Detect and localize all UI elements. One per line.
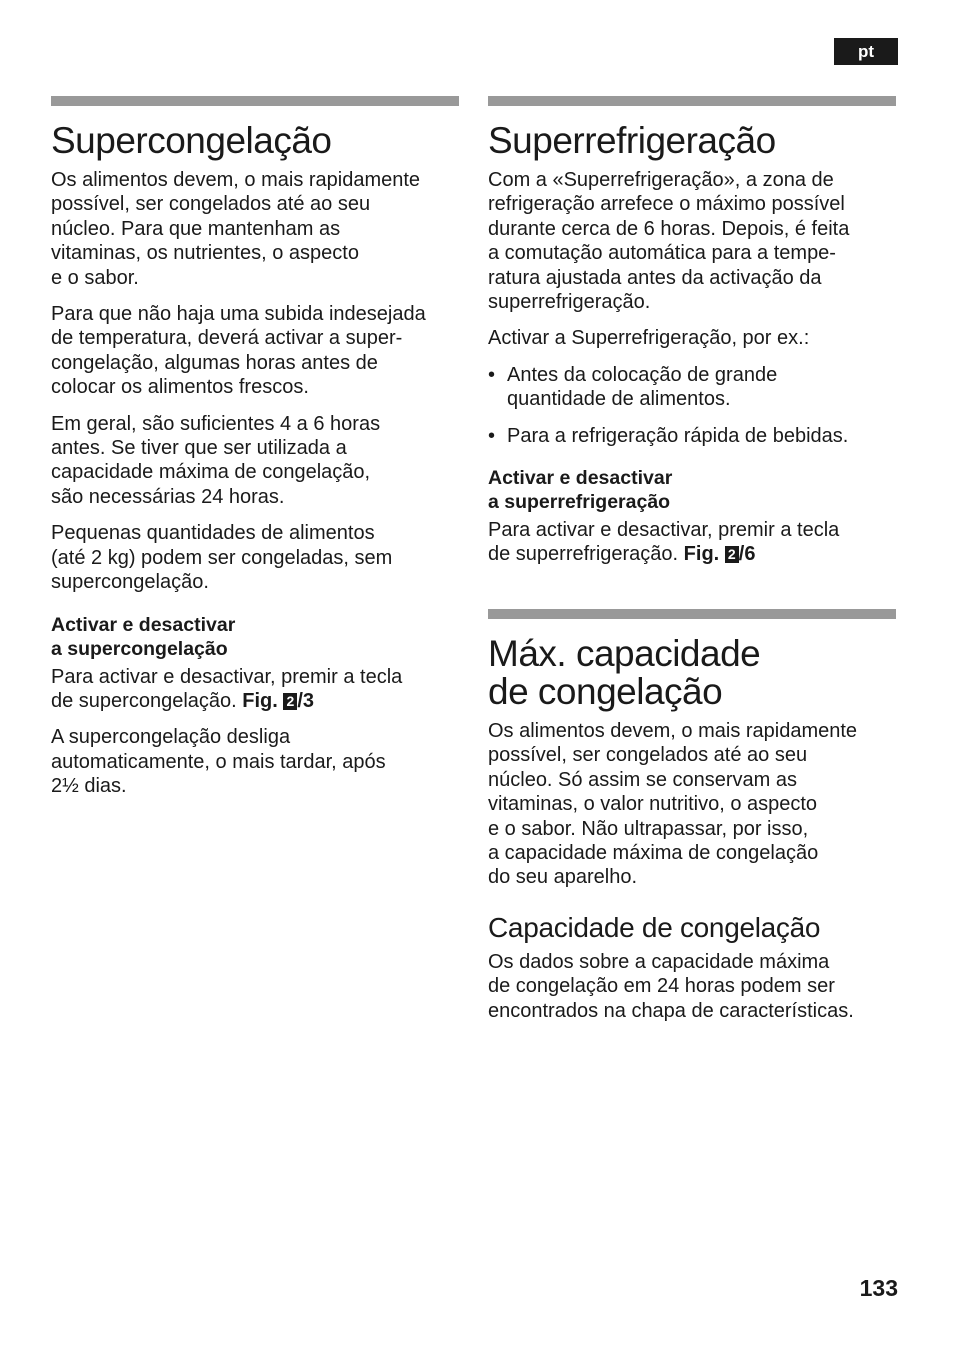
subsection-title-capacidade: Capacidade de congelação (488, 911, 821, 943)
section-title-superrefrigeracao: Superrefrigeração (488, 120, 776, 161)
language-tag: pt (834, 38, 898, 65)
figure-item: /6 (738, 543, 756, 566)
list-item-text: Para a refrigeração rápida de bebidas. (507, 424, 849, 447)
figure-number-badge: 2 (725, 546, 739, 563)
section-title-max-capacidade: Máx. capacidade de congelação (488, 632, 761, 712)
subheading-activate-superrefrigeracao: Activar e desactivar a superrefrigeração (488, 467, 673, 514)
paragraph: Pequenas quantidades de alimentos (até 2 kg) podem ser congeladas, sem supercongelação. (51, 522, 393, 594)
max-capacity-section (488, 609, 896, 1023)
subheading-activate-supercongelacao: Activar e desactivar a supercongelação (51, 613, 236, 660)
paragraph: Activar a Superrefrigeração, por ex.: (488, 327, 810, 350)
bullet-icon: • (488, 424, 496, 447)
figure-item: /3 (297, 689, 315, 712)
list-item (488, 363, 896, 412)
paragraph: Os alimentos devem, o mais rapidamente possível, ser congelados até ao seu núcleo. Só assim se conservam as vitaminas, o valor nutritivo, o aspecto e o sabor. Não ultrapassar, por isso, a capacidade máxima de congelação do seu aparelho. (488, 719, 858, 889)
section-rule (51, 96, 459, 106)
paragraph: Os alimentos devem, o mais rapidamente possível, ser congelados até ao seu núcleo. Para que mantenham as vitaminas, os nutrientes, o aspecto e o sabor. (51, 169, 421, 289)
paragraph: A supercongelação desliga automaticamente, o mais tardar, após 2½ dias. (51, 726, 386, 798)
paragraph: Para que não haja uma subida indesejada de temperatura, deverá activar a super- congelação, algumas horas antes de colocar os alimentos frescos. (51, 303, 426, 399)
figure-label: Fig. (683, 543, 720, 566)
figure-number-badge: 2 (283, 693, 297, 710)
paragraph-text: Para activar e desactivar, premir a tecla de superrefrigeração. (488, 519, 840, 566)
paragraph: Em geral, são suficientes 4 a 6 horas antes. Se tiver que ser utilizada a capacidade máxima de congelação, são necessárias 24 horas. (51, 412, 381, 508)
list-item (488, 424, 896, 448)
list-item-text: Antes da colocação de grande quantidade de alimentos. (507, 363, 778, 411)
bullet-icon: • (488, 363, 496, 386)
section-title-supercongelacao: Supercongelação (51, 120, 332, 161)
paragraph: Com a «Superrefrigeração», a zona de refrigeração arrefece o máximo possível durante cerca de 6 horas. Depois, é feita a comutação automática para a tempe- ratura ajustada antes da activação da superrefrigeração. (488, 169, 850, 314)
paragraph-text: Para activar e desactivar, premir a tecla de supercongelação. (51, 665, 403, 712)
left-column (51, 96, 459, 811)
bullet-list (488, 363, 896, 448)
figure-reference (242, 690, 314, 712)
figure-label: Fig. (242, 689, 278, 712)
section-rule (488, 609, 896, 619)
figure-reference (684, 543, 756, 565)
paragraph-with-figure-reference (51, 665, 459, 714)
section-rule (488, 96, 896, 106)
paragraph-with-figure-reference (488, 518, 896, 567)
right-column (488, 96, 896, 1035)
page-number: 133 (859, 1275, 898, 1301)
paragraph: Os dados sobre a capacidade máxima de congelação em 24 horas podem ser encontrados na chapa de características. (488, 950, 854, 1022)
